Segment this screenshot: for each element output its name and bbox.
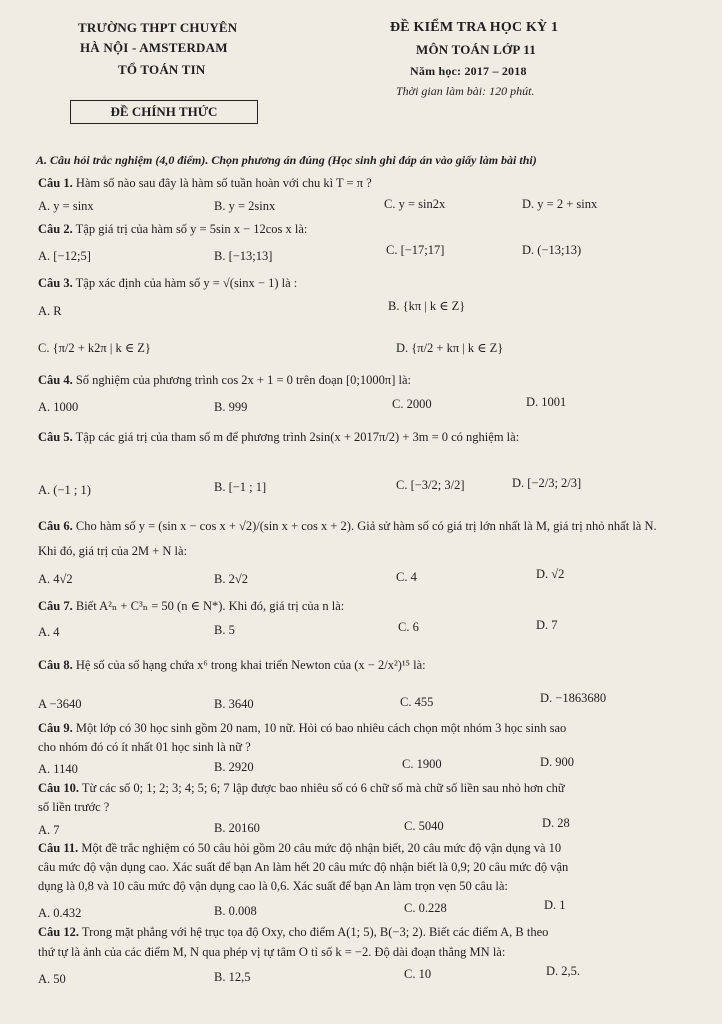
q6-option-c: C. 4 bbox=[396, 570, 417, 584]
q7-text: Biết A²ₙ + C³ₙ = 50 (n ∈ N*). Khi đó, giá trị của n là: bbox=[75, 599, 345, 613]
q9-text-cont: cho nhóm đó có ít nhất 01 học sinh là nữ ? bbox=[38, 740, 251, 754]
q12-option-a: A. 50 bbox=[38, 972, 66, 986]
q10-option-c: C. 5040 bbox=[404, 819, 444, 833]
q11-text-cont: câu mức độ vận dụng cao. Xác suất để bạn An làm hết 20 câu mức độ nhận biết là 0,9; 20 câu mức độ vận bbox=[38, 860, 569, 874]
q10-label: Câu 10. bbox=[38, 781, 79, 795]
q7-option-c: C. 6 bbox=[398, 620, 419, 634]
q6-label: Câu 6. bbox=[38, 519, 73, 533]
q12-option-c: C. 10 bbox=[404, 967, 432, 981]
question-6 bbox=[38, 519, 657, 534]
q9-label: Câu 9. bbox=[38, 721, 73, 735]
question-3 bbox=[38, 276, 297, 291]
school-line2: HÀ NỘI - AMSTERDAM bbox=[80, 40, 228, 55]
question-2 bbox=[38, 222, 307, 237]
q3-option-b: B. {kπ | k ∈ Z} bbox=[388, 299, 466, 313]
q2-option-d: D. (−13;13) bbox=[522, 243, 582, 257]
q1-label: Câu 1. bbox=[38, 176, 73, 190]
section-a-heading bbox=[36, 153, 696, 168]
q10-option-b: B. 20160 bbox=[214, 821, 260, 835]
q5-label: Câu 5. bbox=[38, 430, 73, 444]
question-1 bbox=[38, 176, 372, 191]
q12-option-b: B. 12,5 bbox=[214, 970, 251, 984]
q10-option-d: D. 28 bbox=[542, 816, 570, 830]
q12-text-cont: thứ tự là ảnh của các điểm M, N qua phép vị tự tâm O tỉ số k = −2. Độ dài đoạn thẳng MN là: bbox=[38, 945, 506, 959]
q7-option-d: D. 7 bbox=[536, 618, 558, 632]
q4-text: Số nghiệm của phương trình cos 2x + 1 = 0 trên đoạn [0;1000π] là: bbox=[75, 373, 411, 387]
q6-option-b: B. 2√2 bbox=[214, 572, 248, 586]
q4-option-c: C. 2000 bbox=[392, 397, 432, 411]
q11-option-d: D. 1 bbox=[544, 898, 566, 912]
q12-option-d: D. 2,5. bbox=[546, 964, 581, 978]
q4-option-b: B. 999 bbox=[214, 400, 248, 414]
q10-text: Từ các số 0; 1; 2; 3; 4; 5; 6; 7 lập được bao nhiêu số có 6 chữ số mà chữ số liền sau nhỏ hơn chữ bbox=[81, 781, 565, 795]
q8-option-b: B. 3640 bbox=[214, 697, 254, 711]
q11-option-b: B. 0.008 bbox=[214, 904, 257, 918]
q1-option-d: D. y = 2 + sinx bbox=[522, 197, 598, 211]
q6-text-cont: Khi đó, giá trị của 2M + N là: bbox=[38, 544, 188, 558]
question-10 bbox=[38, 781, 565, 796]
q2-label: Câu 2. bbox=[38, 222, 73, 236]
official-label: ĐỀ CHÍNH THỨC bbox=[70, 100, 258, 124]
q6-option-a: A. 4√2 bbox=[38, 572, 73, 586]
q11-text: Một đề trắc nghiệm có 50 câu hỏi gồm 20 câu mức độ nhận biết, 20 câu mức độ vận dụng và 10 bbox=[81, 841, 562, 855]
question-8 bbox=[38, 658, 426, 673]
question-12 bbox=[38, 925, 548, 940]
q3-text: Tập xác định của hàm số y = √(sinx − 1) là : bbox=[75, 276, 298, 290]
q3-option-d: D. {π/2 + kπ | k ∈ Z} bbox=[396, 341, 504, 355]
duration: Thời gian làm bài: 120 phút. bbox=[396, 84, 535, 98]
school-line1: TRƯỜNG THPT CHUYÊN bbox=[78, 20, 238, 35]
q11-text-cont2: dụng là 0,8 và 10 câu mức độ vận dụng cao là 0,6. Xác suất để bạn An làm trọn vẹn 50 câu là: bbox=[38, 879, 508, 893]
q2-option-b: B. [−13;13] bbox=[214, 249, 273, 263]
q5-option-a: A. (−1 ; 1) bbox=[38, 483, 91, 497]
subject: MÔN TOÁN LỚP 11 bbox=[416, 42, 536, 57]
q9-option-a: A. 1140 bbox=[38, 762, 78, 776]
exam-title: ĐỀ KIỂM TRA HỌC KỲ 1 bbox=[390, 20, 559, 35]
q5-option-d: D. [−2/3; 2/3] bbox=[512, 476, 582, 490]
question-9 bbox=[38, 721, 566, 736]
q1-option-b: B. y = 2sinx bbox=[214, 199, 276, 213]
q7-option-a: A. 4 bbox=[38, 625, 60, 639]
q9-option-c: C. 1900 bbox=[402, 757, 442, 771]
q4-option-d: D. 1001 bbox=[526, 395, 567, 409]
q1-text: Hàm số nào sau đây là hàm số tuần hoàn với chu kì T = π ? bbox=[75, 176, 372, 190]
q12-label: Câu 12. bbox=[38, 925, 79, 939]
q5-text: Tập các giá trị của tham số m để phương trình 2sin(x + 2017π/2) + 3m = 0 có nghiệm là: bbox=[75, 430, 520, 444]
q2-option-c: C. [−17;17] bbox=[386, 243, 445, 257]
q3-label: Câu 3. bbox=[38, 276, 73, 290]
q6-text: Cho hàm số y = (sin x − cos x + √2)/(sin x + cos x + 2). Giả sử hàm số có giá trị lớn nhất là M, giá trị nhỏ nhất là N. bbox=[75, 519, 657, 533]
q8-label: Câu 8. bbox=[38, 658, 73, 672]
question-5 bbox=[38, 430, 519, 445]
q9-option-b: B. 2920 bbox=[214, 760, 254, 774]
q1-option-c: C. y = sin2x bbox=[384, 197, 446, 211]
q10-option-a: A. 7 bbox=[38, 823, 60, 837]
q7-option-b: B. 5 bbox=[214, 623, 235, 637]
q4-option-a: A. 1000 bbox=[38, 400, 79, 414]
q5-option-c: C. [−3/2; 3/2] bbox=[396, 478, 465, 492]
q8-option-a: A −3640 bbox=[38, 697, 82, 711]
section-a-text: A. Câu hỏi trắc nghiệm (4,0 điểm). Chọn phương án đúng (Học sinh ghi đáp án vào giấy làm bài thi) bbox=[36, 153, 537, 167]
q3-option-c: C. {π/2 + k2π | k ∈ Z} bbox=[38, 341, 151, 355]
q7-label: Câu 7. bbox=[38, 599, 73, 613]
q5-option-b: B. [−1 ; 1] bbox=[214, 480, 267, 494]
school-year: Năm học: 2017 – 2018 bbox=[410, 64, 527, 78]
department: TỔ TOÁN TIN bbox=[118, 62, 206, 77]
q9-option-d: D. 900 bbox=[540, 755, 575, 769]
question-7 bbox=[38, 598, 344, 614]
q4-label: Câu 4. bbox=[38, 373, 73, 387]
q6-option-d: D. √2 bbox=[536, 567, 565, 581]
q9-text: Một lớp có 30 học sinh gồm 20 nam, 10 nữ. Hỏi có bao nhiêu cách chọn một nhóm 3 học sinh sao bbox=[75, 721, 567, 735]
q11-option-a: A. 0.432 bbox=[38, 906, 82, 920]
q1-option-a: A. y = sinx bbox=[38, 199, 94, 213]
q3-option-a: A. R bbox=[38, 304, 62, 318]
q2-option-a: A. [−12;5] bbox=[38, 249, 91, 263]
question-11 bbox=[38, 841, 561, 856]
q12-text: Trong mặt phẳng với hệ trục tọa độ Oxy, cho điểm A(1; 5), B(−3; 2). Biết các điểm A, B theo bbox=[81, 925, 549, 939]
q8-option-d: D. −1863680 bbox=[540, 691, 607, 705]
q8-text: Hệ số của số hạng chứa x⁶ trong khai triển Newton của (x − 2/x²)¹⁵ là: bbox=[75, 658, 426, 672]
q11-option-c: C. 0.228 bbox=[404, 901, 447, 915]
q10-text-cont: số liền trước ? bbox=[38, 800, 110, 814]
q8-option-c: C. 455 bbox=[400, 695, 434, 709]
q11-label: Câu 11. bbox=[38, 841, 79, 855]
q2-text: Tập giá trị của hàm số y = 5sin x − 12cos x là: bbox=[75, 222, 308, 236]
question-4 bbox=[38, 373, 411, 388]
